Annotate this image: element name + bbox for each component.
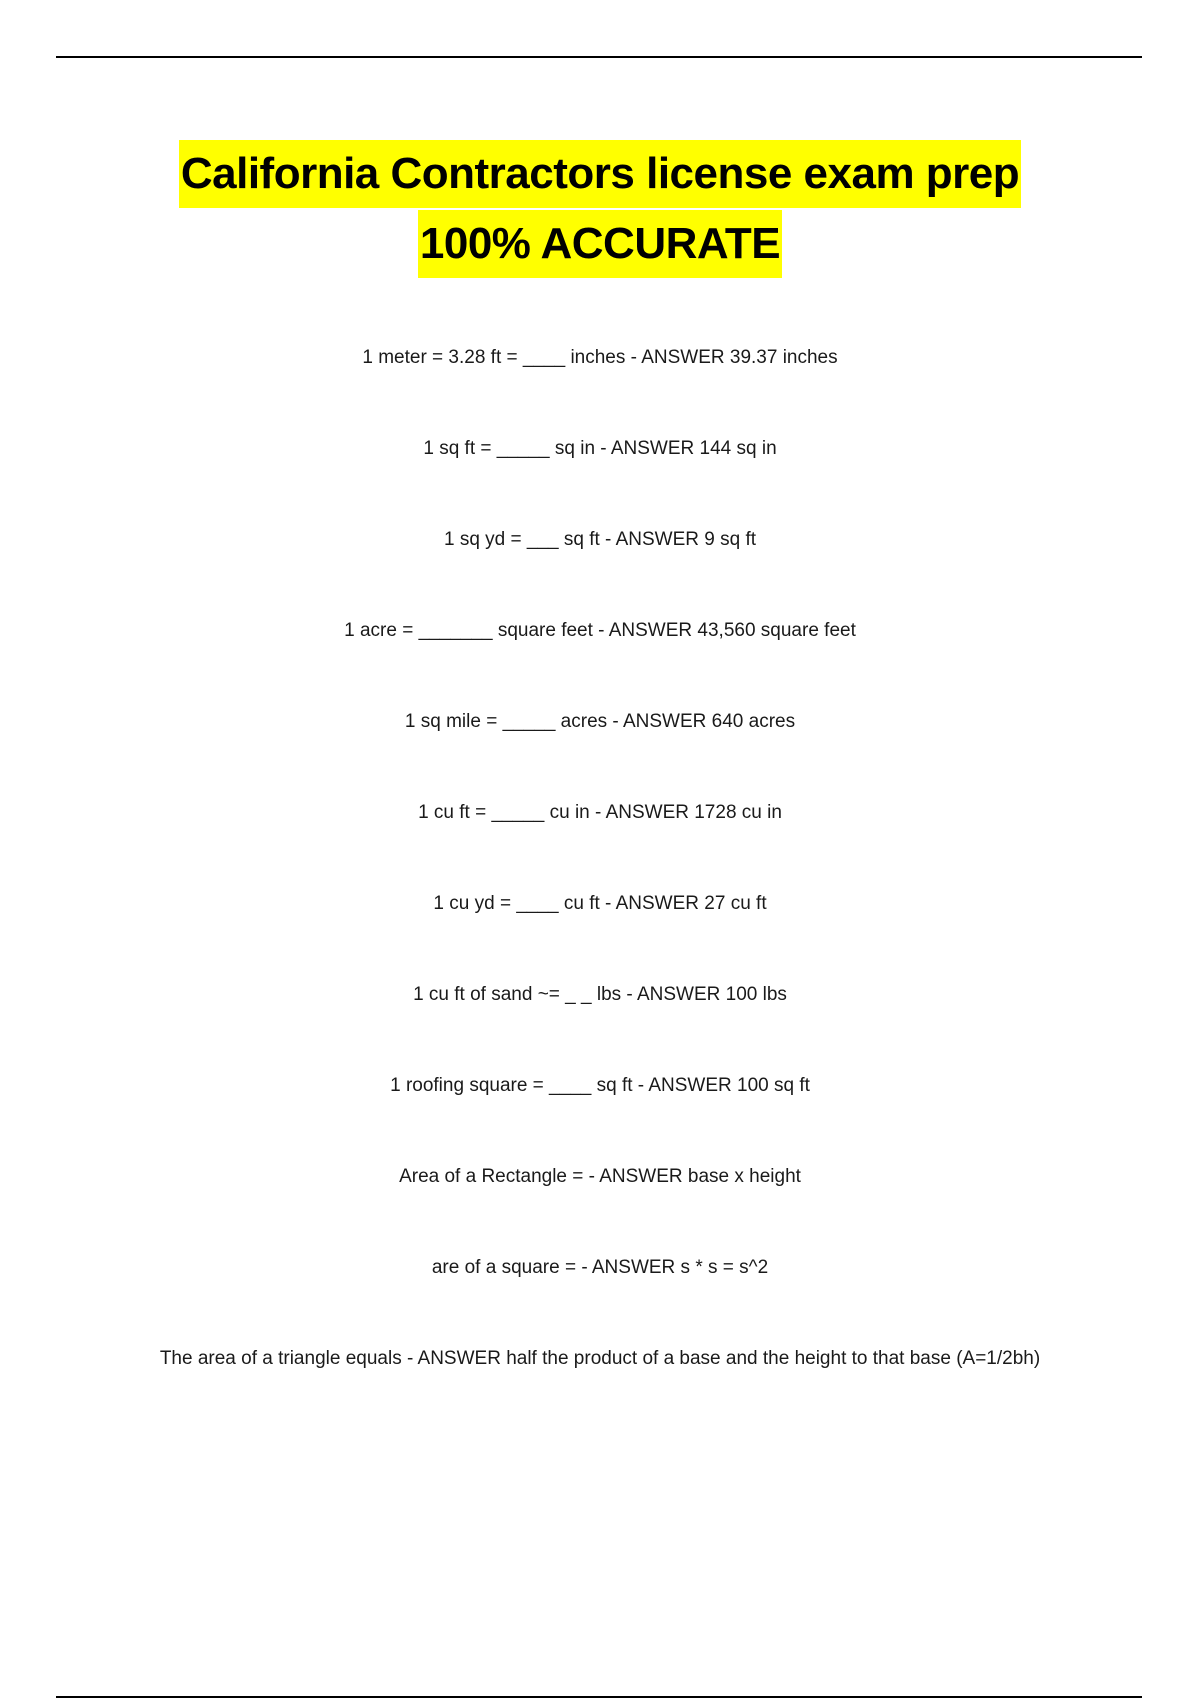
qa-item: The area of a triangle equals - ANSWER half the product of a base and the height to that base (A=1/2bh) bbox=[159, 1348, 1041, 1369]
qa-item: 1 sq mile = _____ acres - ANSWER 640 acres bbox=[404, 711, 796, 732]
qa-item: 1 cu ft = _____ cu in - ANSWER 1728 cu in bbox=[418, 802, 782, 823]
title-line-2: 100% ACCURATE bbox=[418, 210, 782, 278]
qa-item: are of a square = - ANSWER s * s = s^2 bbox=[431, 1257, 769, 1278]
footer-rule bbox=[56, 1696, 1142, 1698]
qa-item: Area of a Rectangle = - ANSWER base x height bbox=[399, 1166, 801, 1187]
qa-item: 1 meter = 3.28 ft = ____ inches - ANSWER 39.37 inches bbox=[362, 347, 838, 368]
qa-item: 1 acre = _______ square feet - ANSWER 43,560 square feet bbox=[344, 620, 856, 641]
qa-item: 1 cu yd = ____ cu ft - ANSWER 27 cu ft bbox=[433, 893, 767, 914]
qa-item: 1 sq ft = _____ sq in - ANSWER 144 sq in bbox=[423, 438, 777, 459]
qa-item: 1 sq yd = ___ sq ft - ANSWER 9 sq ft bbox=[443, 529, 757, 550]
title-line-1: California Contractors license exam prep bbox=[179, 140, 1021, 208]
qa-item: 1 roofing square = ____ sq ft - ANSWER 100 sq ft bbox=[390, 1075, 810, 1096]
question-answer-list bbox=[0, 341, 1200, 1433]
qa-item: 1 cu ft of sand ~= _ _ lbs - ANSWER 100 lbs bbox=[413, 984, 787, 1005]
header-rule bbox=[56, 56, 1142, 58]
document-title bbox=[0, 140, 1200, 280]
